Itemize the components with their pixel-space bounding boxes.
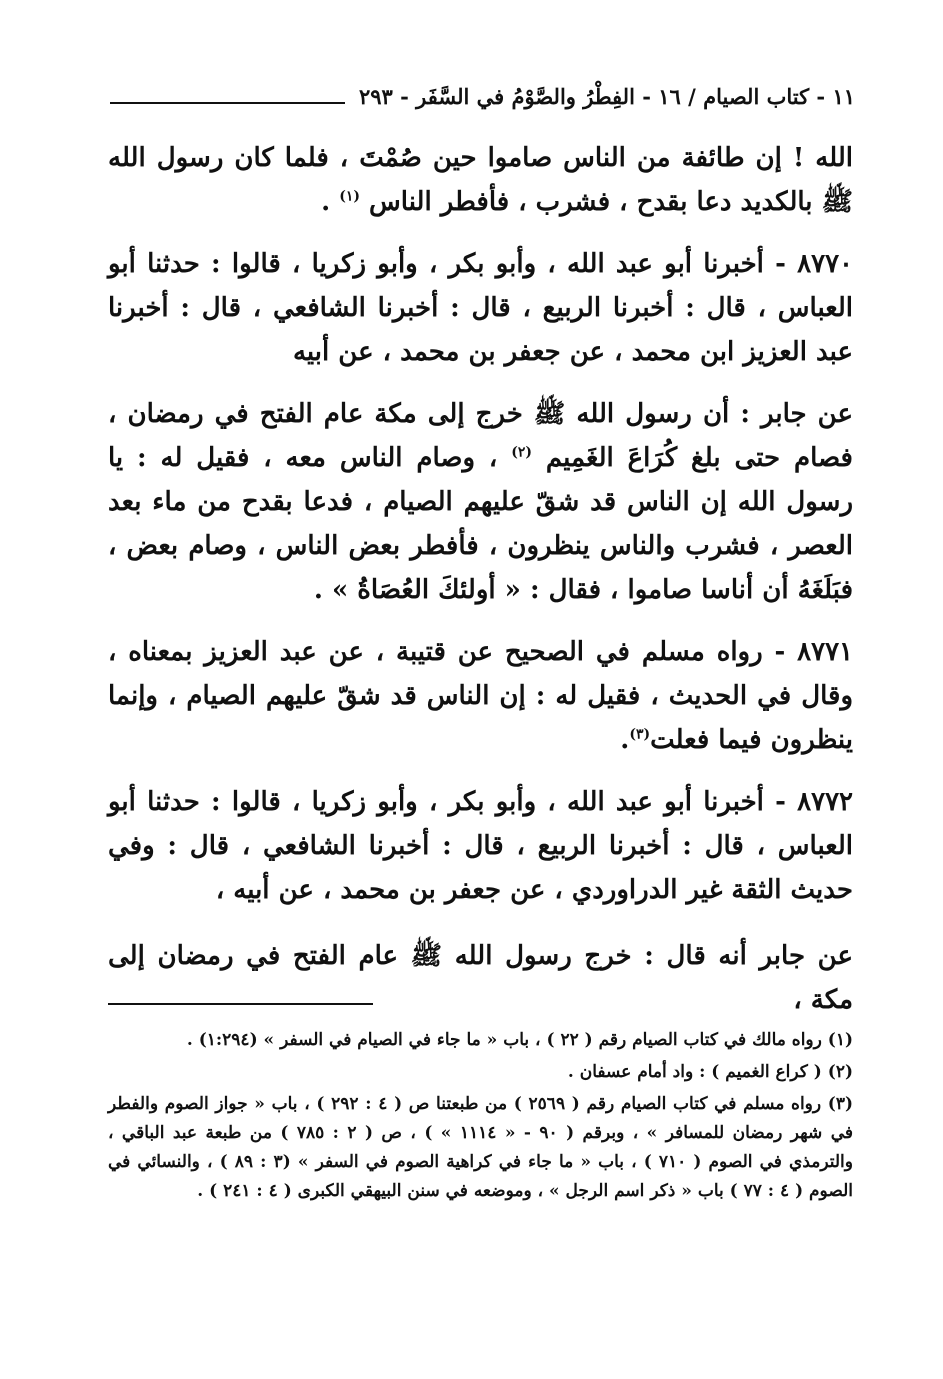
hadith-8770-matn [108, 392, 853, 612]
header-rule [110, 102, 345, 104]
footnote-2: (٢) ( كراع الغميم ) : واد أمام عسفان . [567, 1062, 853, 1082]
footnote-ref-3: (٣) [629, 726, 651, 743]
footnote-3: (٣) رواه مسلم في كتاب الصيام رقم ( ٢٥٦٩ ) من طبعتنا ص ( ٤ : ٢٩٢ ) ، باب « جواز الصوم والفطر في شهر رمضان للمسافر » ، وبرقم ( ٩٠ - « ١١١٤ » ) ، ص ( ٢ : ٧٨٥ ) من طبعة عبد الباقي ، والترمذي في الصوم ( ٧١٠ ) ، باب « ما جاء في كراهية الصوم في السفر » (٣ : ٨٩ ) ، والنسائي في الصوم ( ٤ : ٧٧ ) باب « ذكر اسم الرجل » ، وموضعه في سنن البيهقي الكبرى ( ٤ : ٢٤١ ) . [108, 1094, 854, 1201]
hadith-8770: ٨٧٧٠ - أخبرنا أبو عبد الله ، وأبو بكر ، وأبو زكريا ، قالوا : حدثنا أبو العباس ، قال : أخبرنا الربيع ، قال : أخبرنا الشافعي ، قال : أخبرنا عبد العزيز ابن محمد ، عن جعفر بن محمد ، عن أبيه [108, 249, 853, 367]
paragraph-tail: . [620, 725, 630, 755]
footnote-separator [108, 1003, 373, 1005]
header-title: ١١ - كتاب الصيام / ١٦ - الفِطْرُ والصَّوْمُ في السَّفَر - ٢٩٣ [358, 84, 855, 109]
running-header [110, 84, 855, 109]
main-text [108, 136, 853, 1022]
footnotes [108, 1026, 853, 1206]
footnote-ref-2: (٢) [511, 444, 532, 461]
paragraph-tail: ، وصام الناس معه ، فقيل له : يا رسول الله إن الناس قد شقّ عليهم الصيام ، فدعا بقدح من ماء بعد العصر ، فشرب والناس ينظرون ، فأفطر بعض الناس ، وصام بعض ، فبَلَغَهُ أن أناسا صاموا ، فقال : « أولئكَ العُصَاةُ » . [108, 443, 853, 605]
footnote-ref-1: (١) [339, 188, 360, 205]
paragraph-text: الله ! إن طائفة من الناس صاموا حين صُمْتَ ، فلما كان رسول الله ﷺ بالكديد دعا بقدح ، فشرب ، فأفطر الناس [108, 143, 853, 217]
hadith-8772-matn: عن جابر أنه قال : خرج رسول الله ﷺ عام الفتح في رمضان إلى مكة ، [108, 941, 853, 1015]
hadith-8771 [108, 630, 853, 762]
paragraph-text: ٨٧٧١ - رواه مسلم في الصحيح عن قتيبة ، عن عبد العزيز بمعناه ، وقال في الحديث ، فقيل له : إن الناس قد شقّ عليهم الصيام ، وإنما ينظرون فيما فعلت [108, 637, 853, 755]
paragraph-text: عن جابر : أن رسول الله ﷺ خرج إلى مكة عام الفتح في رمضان ، فصام حتى بلغ كُرَاعَ الغَمِيم [108, 399, 853, 473]
footnote-1: (١) رواه مالك في كتاب الصيام رقم ( ٢٢ ) ، باب « ما جاء في الصيام في السفر » (١:٢٩٤) . [186, 1030, 853, 1050]
paragraph-continuation [108, 136, 853, 224]
paragraph-tail: . [321, 187, 340, 217]
hadith-8772: ٨٧٧٢ - أخبرنا أبو عبد الله ، وأبو بكر ، وأبو زكريا ، قالوا : حدثنا أبو العباس ، قال : أخبرنا الربيع ، قال : أخبرنا الشافعي ، قال : وفي حديث الثقة غير الدراوردي ، عن جعفر بن محمد ، عن أبيه ، [108, 787, 853, 905]
